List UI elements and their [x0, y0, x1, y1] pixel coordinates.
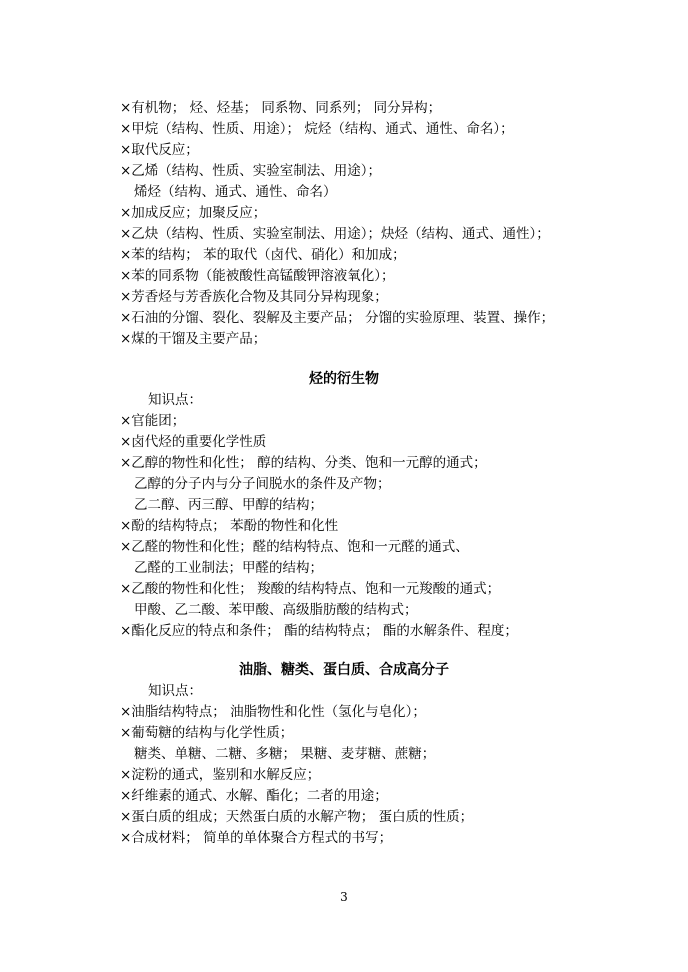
- list-item: ×煤的干馏及主要产品；: [120, 331, 267, 347]
- list-item: ×芳香烃与芳香族化合物及其同分异构现象；: [120, 289, 388, 305]
- list-item: ×乙烯（结构、性质、实验室制法、用途）；: [120, 163, 382, 179]
- list-item: ×苯的结构； 苯的取代（卤代、硝化）和加成；: [120, 247, 406, 263]
- list-item: 乙醇的分子内与分子间脱水的条件及产物；: [134, 476, 391, 492]
- list-item: ×酚的结构特点； 苯酚的物性和化性: [120, 518, 339, 534]
- list-item: ×乙醛的物性和化性；醛的结构特点、饱和一元醛的通式、: [120, 539, 469, 555]
- list-item: 烯烃（结构、通式、通性、命名）: [134, 184, 337, 200]
- section-heading: 油脂、糖类、蛋白质、合成高分子: [239, 662, 449, 678]
- page-number: 3: [340, 890, 348, 904]
- list-item: 乙二醇、丙三醇、甲醇的结构；: [134, 497, 323, 513]
- section-subtitle: 知识点：: [148, 683, 202, 699]
- list-item: ×油脂结构特点； 油脂物性和化性（氢化与皂化）；: [120, 704, 426, 720]
- list-item: ×葡萄糖的结构与化学性质；: [120, 725, 294, 741]
- list-item: ×酯化反应的特点和条件； 酯的结构特点； 酯的水解条件、程度；: [120, 623, 518, 639]
- list-item: ×石油的分馏、裂化、裂解及主要产品； 分馏的实验原理、装置、操作；: [120, 310, 555, 326]
- list-item: ×甲烷（结构、性质、用途）； 烷烃（结构、通式、通性、命名）；: [120, 121, 514, 137]
- list-item: ×苯的同系物（能被酸性高锰酸钾溶液氧化）；: [120, 268, 395, 284]
- list-item: ×加成反应；加聚反应；: [120, 205, 267, 221]
- list-item: 乙醛的工业制法；甲醛的结构；: [134, 560, 323, 576]
- list-item: ×乙炔（结构、性质、实验室制法、用途）；炔烃（结构、通式、通性）；: [120, 226, 550, 242]
- list-item: ×有机物； 烃、烃基； 同系物、同系列； 同分异构；: [120, 100, 442, 116]
- list-item: ×取代反应；: [120, 142, 199, 158]
- list-item: ×乙醇的物性和化性； 醇的结构、分类、饱和一元醇的通式；: [120, 455, 487, 471]
- section-subtitle: 知识点：: [148, 392, 202, 408]
- list-item: ×官能团；: [120, 413, 186, 429]
- list-item: ×卤代烃的重要化学性质: [120, 434, 267, 450]
- list-item: ×蛋白质的组成；天然蛋白质的水解产物； 蛋白质的性质；: [120, 809, 474, 825]
- list-item: 甲酸、乙二酸、苯甲酸、高级脂肪酸的结构式；: [134, 602, 418, 618]
- list-item: ×合成材料； 简单的单体聚合方程式的书写；: [120, 830, 393, 846]
- list-item: ×纤维素的通式、水解、酯化；二者的用途；: [120, 788, 388, 804]
- list-item: ×淀粉的通式，鉴别和水解反应；: [120, 767, 321, 783]
- list-item: ×乙酸的物性和化性； 羧酸的结构特点、饱和一元羧酸的通式；: [120, 581, 501, 597]
- list-item: 糖类、单糖、二糖、多糖； 果糖、麦芽糖、蔗糖；: [134, 746, 436, 762]
- section-heading: 烃的衍生物: [309, 371, 379, 387]
